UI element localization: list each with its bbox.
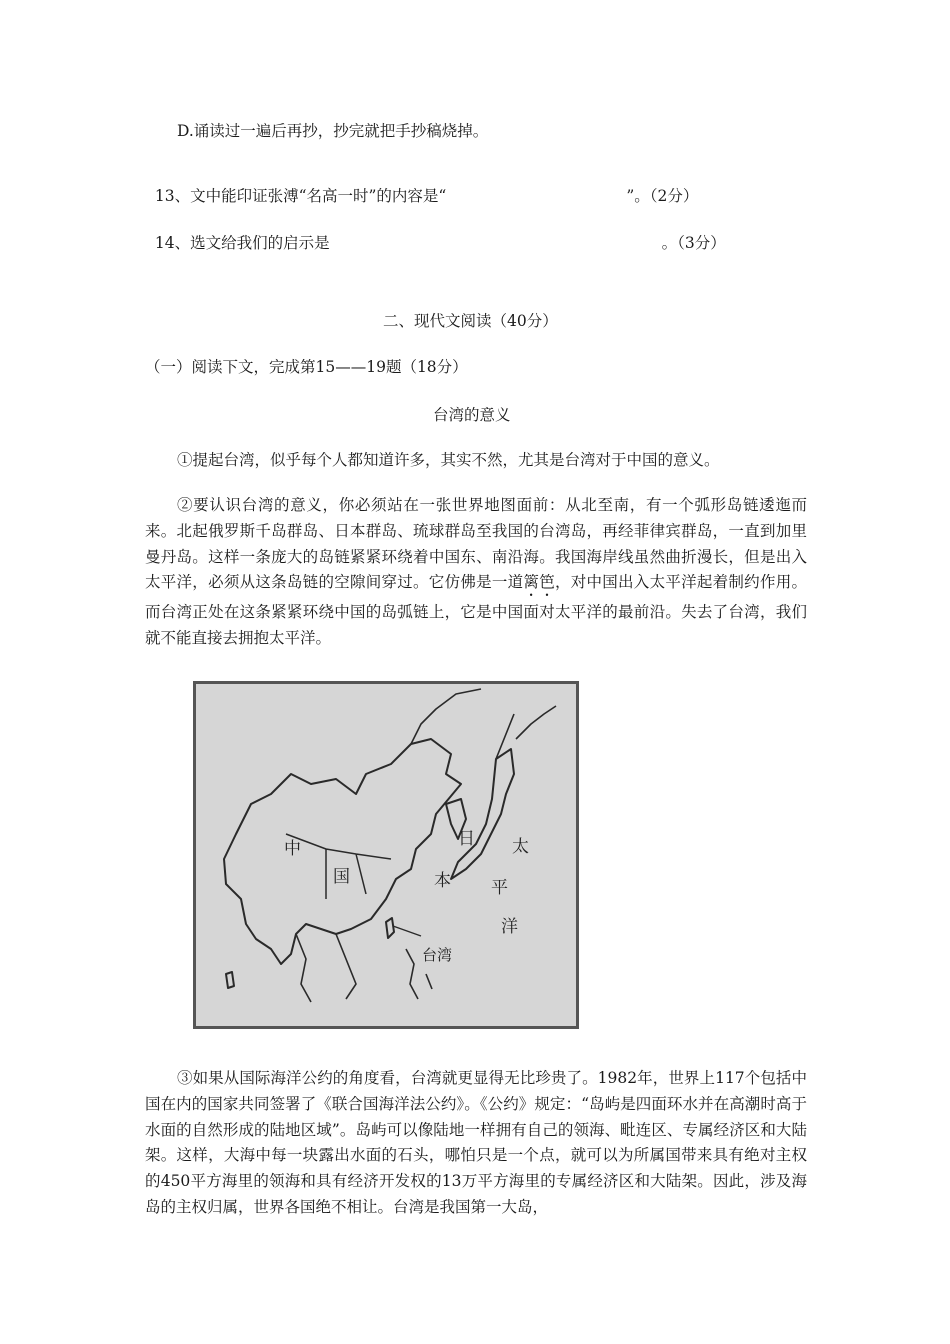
paragraph-2-after: ，对中国出入太平洋起着制约作用。而台湾正处在这条紧紧环绕中国的岛弧链上，它是中国面对太平洋的最前沿。失去了台湾，我们就不能直接去拥抱太平洋。 <box>145 573 807 648</box>
paragraph-3: ③如果从国际海洋公约的角度看，台湾就更显得无比珍贵了。1982年，世界上117个包括中国在内的国家共同签署了《联合国海洋法公约》。《公约》规定：“岛屿是四面环水并在高潮时高于水面的自然形成的陆地区域”。岛屿可以像陆地一样拥有自己的领海、毗连区、专属经济区和大陆架。这样，大海中每一块露出水面的石头，哪怕只是一个点，就可以为所属国带来具有绝对主权的450平方海里的领海和具有经济开发权的13万平方海里的专属经济区和大陆架。因此，涉及海岛的主权归属，世界各国绝不相让。台湾是我国第一大岛， <box>145 1069 807 1216</box>
sub-instruction: （一）阅读下文，完成第15——19题（18分） <box>145 358 468 376</box>
kuril-islands <box>516 706 556 739</box>
option-d: D.诵读过一遍后再抄，抄完就把手抄稿烧掉。 <box>177 122 489 140</box>
map-label-pacific-2: 平 <box>491 878 508 898</box>
map-label-pacific-1: 太 <box>512 837 529 857</box>
article-title: 台湾的意义 <box>433 406 511 424</box>
map-label-japan-2: 本 <box>434 871 451 891</box>
taiwan-pointer <box>393 926 421 936</box>
taiwan-island <box>386 918 394 938</box>
paragraph-2-before: ②要认识台湾的意义，你必须站在一张世界地图面前：从北至南，有一个弧形岛链逶迤而来。北起俄罗斯千岛群岛、日本群岛、琉球群岛至我国的台湾岛，再经菲律宾群岛，一直到加里曼丹岛。这样一条庞大的岛链紧紧环绕着中国东、南沿海。我国海岸线虽然曲折漫长，但是出入太平洋，必须从这条岛链的空隙间穿过。它仿佛是一道 <box>145 496 807 592</box>
question-13-end: ”。（2分） <box>626 187 699 205</box>
japan-outline <box>451 749 514 879</box>
map-label-japan-1: 日 <box>458 829 475 849</box>
emphasis-word: 篱笆 <box>523 573 555 592</box>
question-13 <box>145 166 698 206</box>
section-title: 二、现代文阅读（40分） <box>383 312 558 330</box>
paragraph-1: ①提起台湾，似乎每个人都知道许多，其实不然，尤其是台湾对于中国的意义。 <box>177 451 720 469</box>
indochina <box>296 934 356 1002</box>
map-label-china-1: 中 <box>284 839 301 859</box>
map-label-taiwan: 台湾 <box>422 946 453 964</box>
map-label-pacific-3: 洋 <box>501 917 518 937</box>
russia-coast <box>411 689 514 759</box>
map-figure <box>193 681 579 1029</box>
map-label-china-2: 国 <box>333 867 350 887</box>
small-island-west <box>226 972 234 988</box>
question-14-text: 14、选文给我们的启示是 <box>154 234 330 252</box>
question-13-text: 13、文中能印证张溥“名高一时”的内容是“ <box>154 187 447 205</box>
question-14-end: 。（3分） <box>661 234 726 252</box>
question-14 <box>145 213 726 253</box>
paragraph-2 <box>145 493 807 652</box>
